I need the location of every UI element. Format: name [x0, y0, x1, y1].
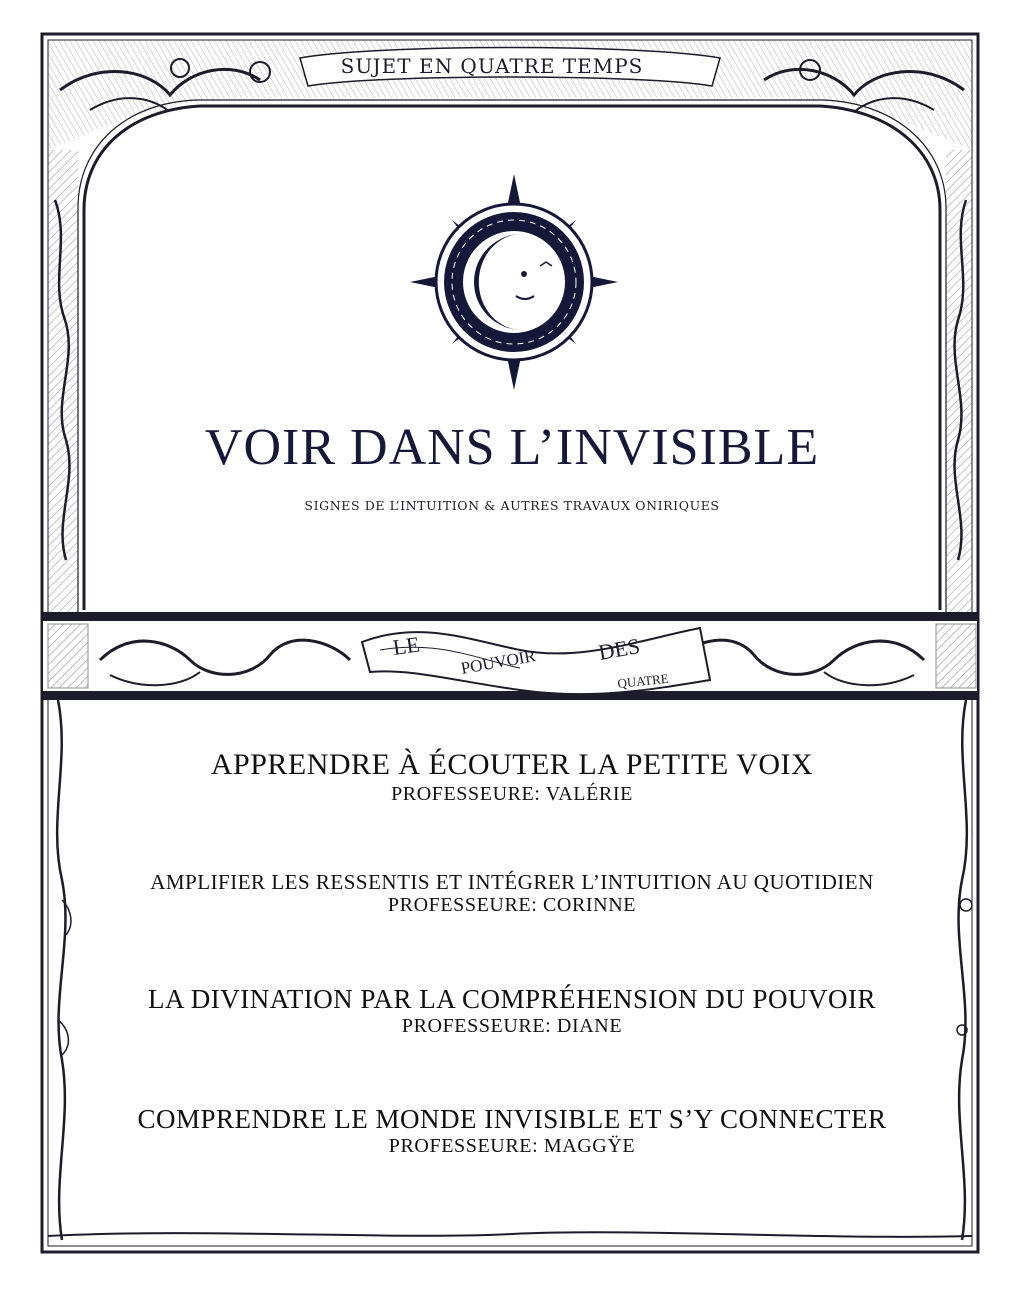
- course-title: AMPLIFIER LES RESSENTIS ET INTÉGRER L’INTUITION AU QUOTIDIEN: [150, 870, 874, 894]
- course-teacher: PROFESSEURE: DIANE: [401, 1015, 623, 1038]
- top-banner-label: SUJET EN QUATRE TEMPS: [340, 54, 644, 78]
- ribbon-word-3: DES: [596, 633, 642, 665]
- main-title: VOIR DANS L’INVISIBLE: [204, 419, 820, 476]
- course-title: COMPRENDRE LE MONDE INVISIBLE ET S’Y CONNECTER: [137, 1104, 887, 1134]
- right-pillar-top: [946, 150, 972, 612]
- course-item: [0, 748, 1024, 806]
- course-title: APPRENDRE À ÉCOUTER LA PETITE VOIX: [210, 748, 814, 781]
- course-item: [0, 1104, 1024, 1158]
- left-pillar-top: [48, 150, 78, 612]
- ribbon-word-4: QUATRE: [616, 670, 670, 691]
- ribbon-word-2: POUVOIR: [459, 646, 538, 678]
- course-teacher: PROFESSEURE: CORINNE: [387, 894, 637, 917]
- course-item: [0, 984, 1024, 1038]
- subtitle: SIGNES DE L’INTUITION & AUTRES TRAVAUX ONIRIQUES: [304, 498, 720, 513]
- course-teacher: PROFESSEURE: VALÉRIE: [391, 782, 633, 805]
- course-title: LA DIVINATION PAR LA COMPRÉHENSION DU POUVOIR: [147, 984, 877, 1014]
- course-item: [0, 870, 1024, 917]
- ribbon-word-1: LE: [391, 631, 422, 660]
- course-teacher: PROFESSEURE: MAGGŸE: [388, 1135, 636, 1158]
